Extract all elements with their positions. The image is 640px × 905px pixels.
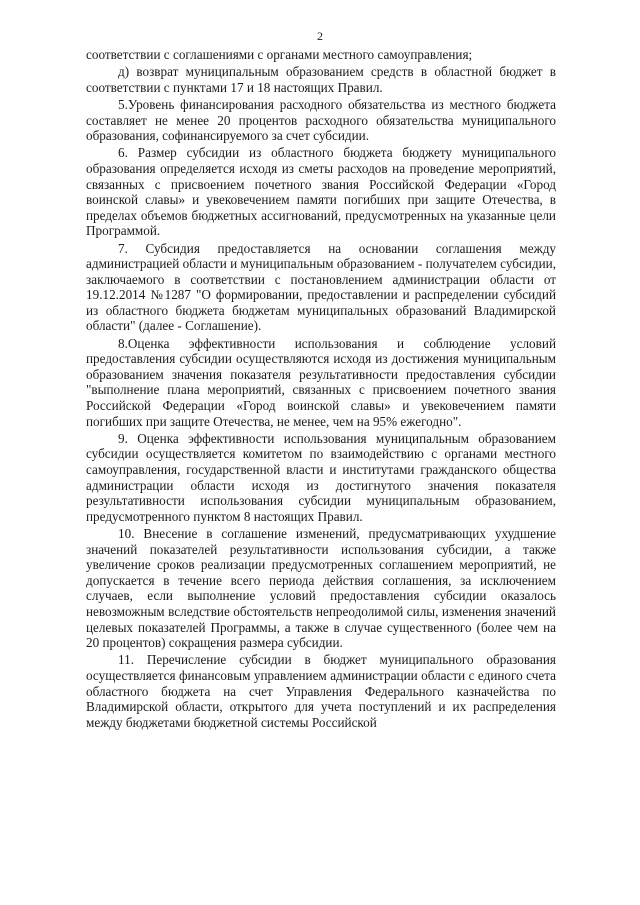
paragraph-8: 8.Оценка эффективности использования и соблюдение условий предоставления субсидии осуществляются исходя из достижения муниципальным образованием значения показателя результативности предоставления субсидии "выполнение плана мероприятий, связанных с присвоением почетного звания Российской Федерации «Город воинской славы» и увековечением памяти погибших при защите Отечества, не менее, чем на 95% ежегодно". [86,335,556,429]
paragraph-10: 10. Внесение в соглашение изменений, предусматривающих ухудшение значений показателей результативности использования субсидии, а также увеличение сроков реализации предусмотренных соглашением мероприятий, не допускается в течение всего периода действия соглашения, за исключением случаев, если выполнение условий предоставления субсидии оказалось невозможным вследствие обстоятельств непреодолимой силы, изменения значений целевых показателей Программы, а также в случае существенного (более чем на 20 процентов) сокращения размера субсидии. [86,525,556,651]
paragraph-11: 11. Перечисление субсидии в бюджет муниципального образования осуществляется финансовым управлением администрации области с единого счета областного бюджета на счет Управления Федерального казначейства по Владимирской области, открытого для учета поступлений и их распределения между бюджетами бюджетной системы Российской [86,652,556,730]
paragraph-7: 7. Субсидия предоставляется на основании соглашения между администрацией области и муниципальным образованием - получателем субсидии, заключаемого в соответствии с постановлением администрации области от 19.12.2014 №1287 "О формировании, предоставлении и распределении субсидий из областного бюджета бюджетам муниципальных образований Владимирской области" (далее - Соглашение). [86,240,556,334]
paragraph-continuation: соответствии с соглашениями с органами местного самоуправления; [86,47,473,62]
paragraph-item-d: д) возврат муниципальным образованием средств в областной бюджет в соответствии с пунктами 17 и 18 настоящих Правил. [86,64,556,95]
page-number: 2 [317,29,323,43]
document-body [86,47,556,732]
paragraph-6: 6. Размер субсидии из областного бюджета бюджету муниципального образования определяется исходя из сметы расходов на проведение мероприятий, связанных с присвоением почетного звания Российской Федерации «Город воинской славы» и увековечением памяти погибших при защите Отечества, в пределах объемов бюджетных ассигнований, предусмотренных на указанные цели Программой. [86,145,556,239]
paragraph-9: 9. Оценка эффективности использования муниципальным образованием субсидии осуществляется комитетом по взаимодействию с органами местного самоуправления, государственной власти и институтами гражданского общества администрации области исходя из достигнутого значения показателя результативности использования субсидии муниципальным образованием, предусмотренного пунктом 8 настоящих Правил. [86,430,556,524]
paragraph-5: 5.Уровень финансирования расходного обязательства из местного бюджета составляет не менее 20 процентов расходного обязательства муниципального образования, софинансируемого за счет субсидии. [86,96,556,144]
